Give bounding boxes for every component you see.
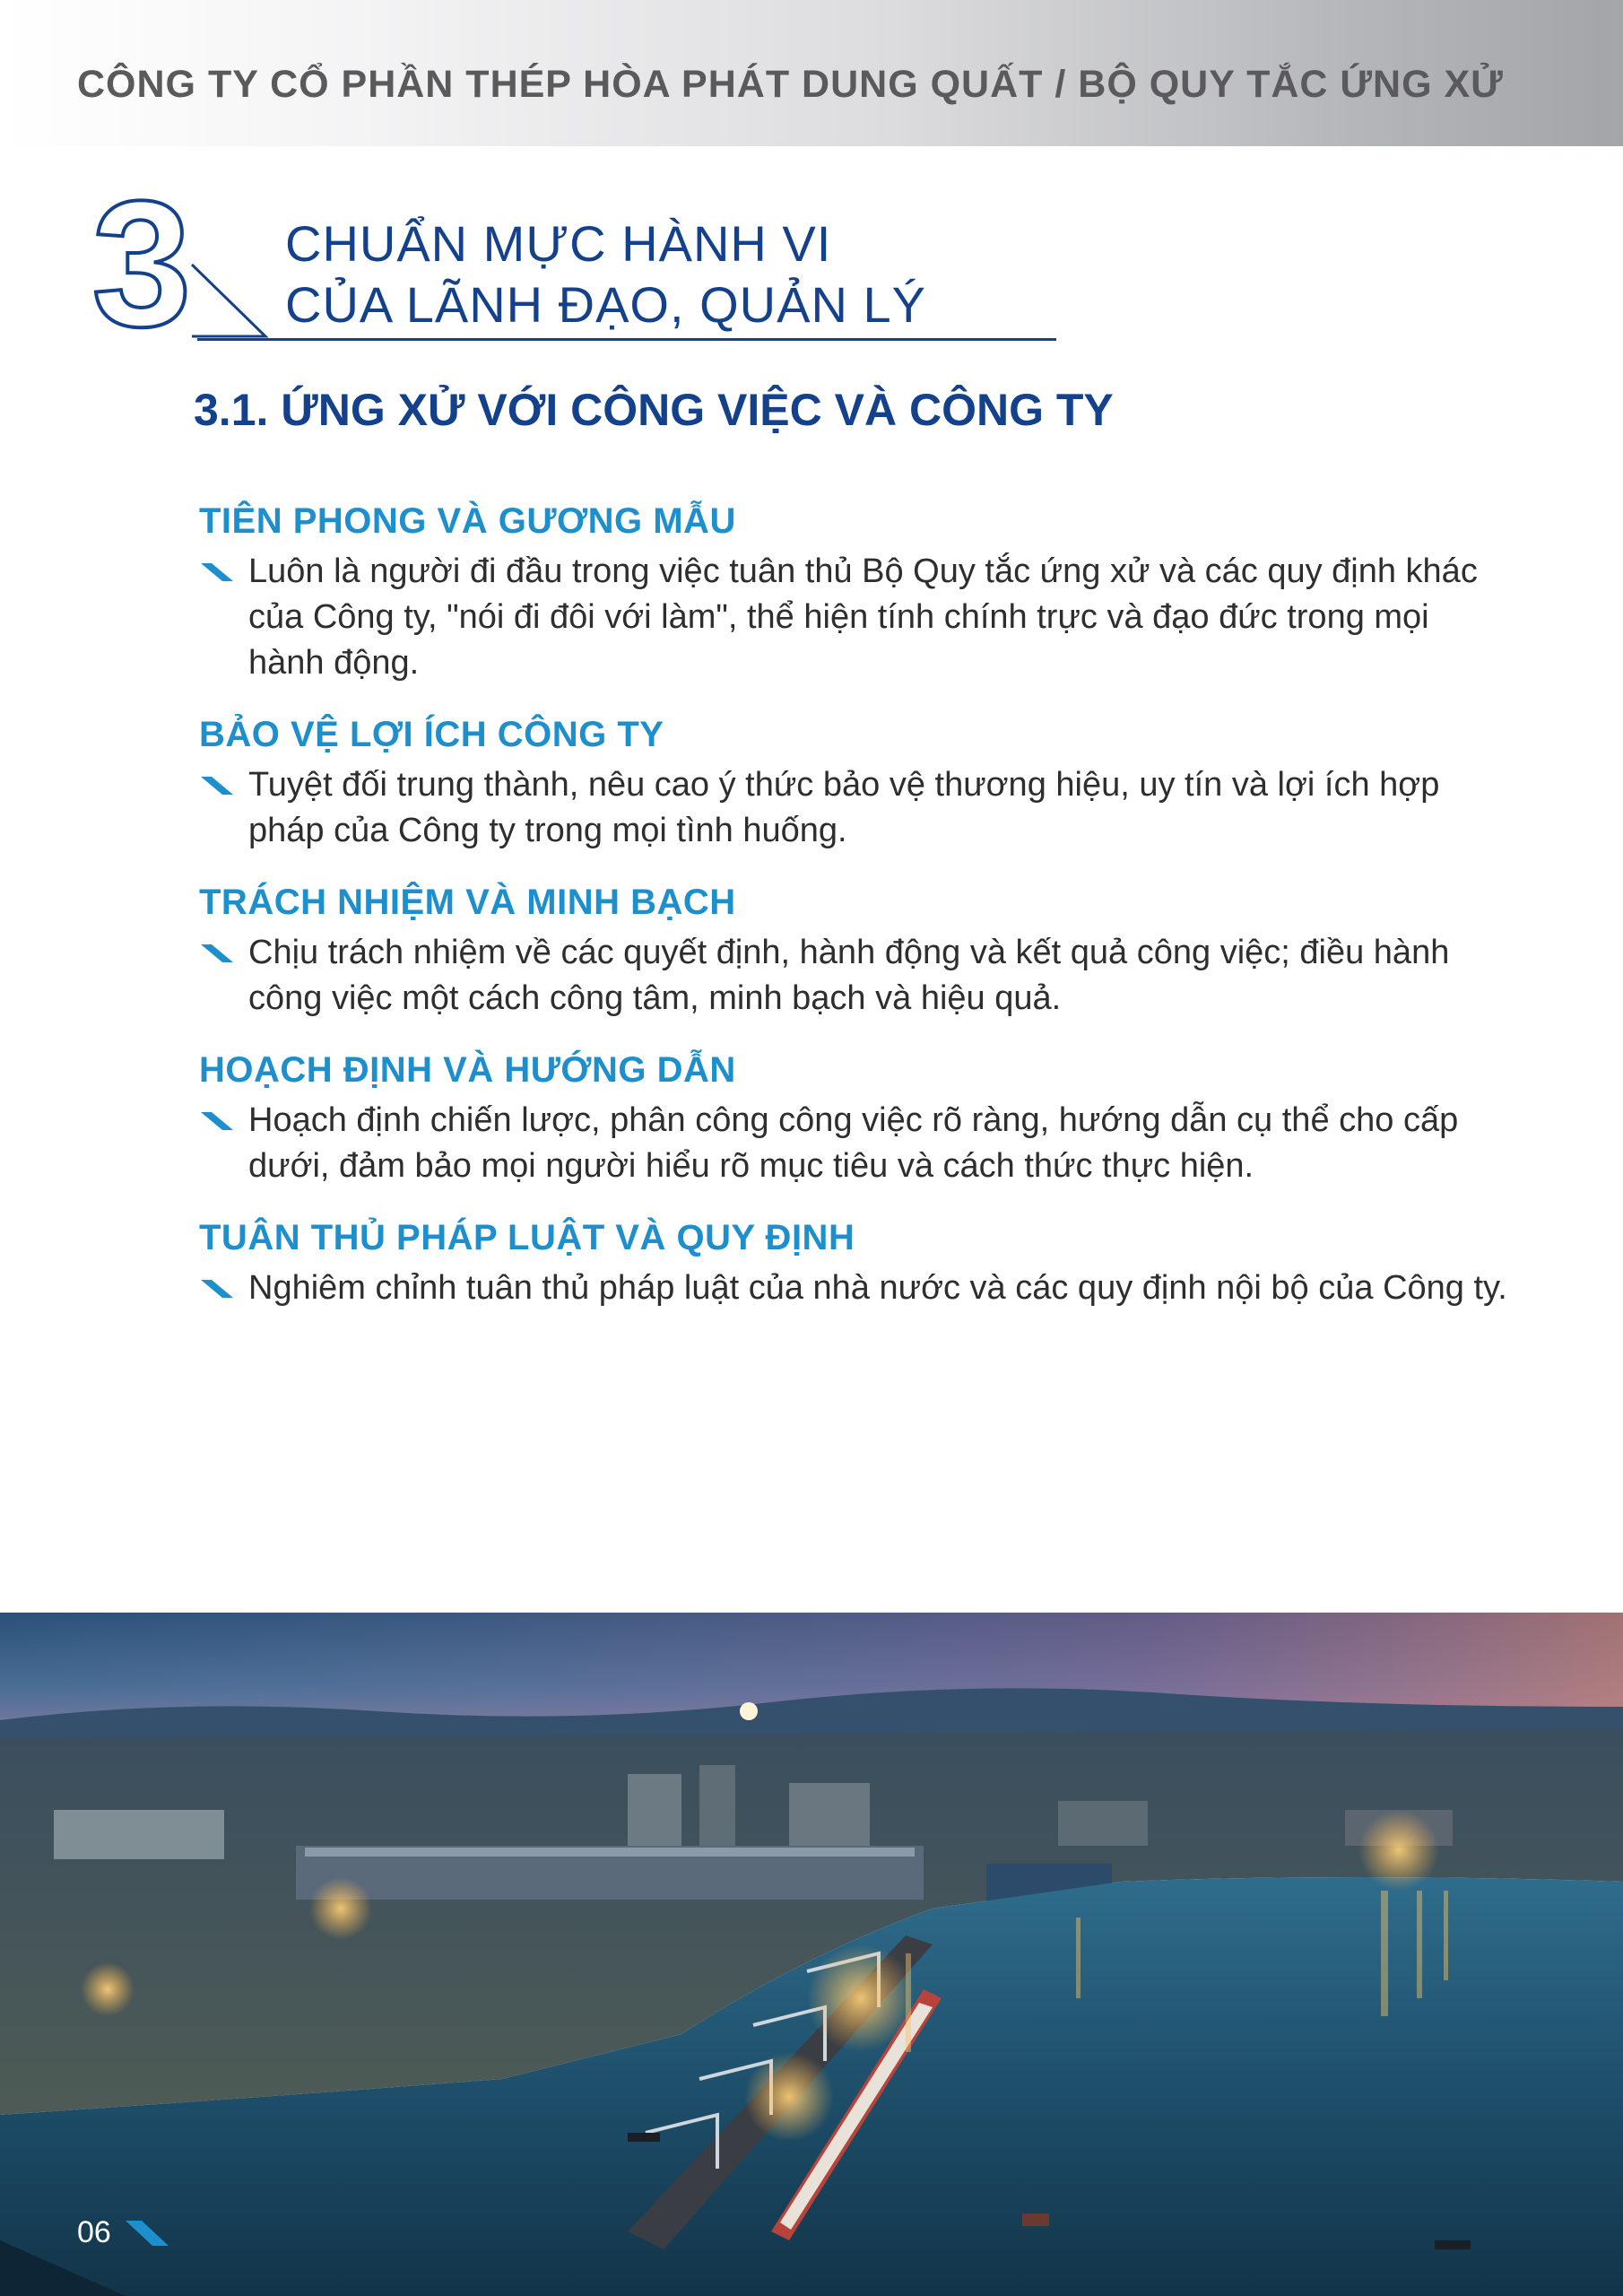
- section-title-line1: CHUẨN MỰC HÀNH VI: [285, 215, 832, 272]
- item-body: [199, 930, 1508, 1022]
- section-divider: [197, 338, 1056, 341]
- item-heading: TUÂN THỦ PHÁP LUẬT VÀ QUY ĐỊNH: [199, 1218, 855, 1257]
- item-body: [199, 1098, 1508, 1189]
- item-body: [199, 549, 1508, 686]
- bullet-arrow-icon: [199, 561, 235, 583]
- bullet-arrow-icon: [199, 943, 235, 964]
- list-item: [199, 1046, 1508, 1189]
- item-heading: HOẠCH ĐỊNH VÀ HƯỚNG DẪN: [199, 1050, 736, 1090]
- list-item: [199, 1213, 1508, 1311]
- conduct-list: [199, 497, 1508, 1335]
- list-item: [199, 710, 1508, 854]
- section-number: 3: [91, 164, 192, 364]
- bullet-arrow-icon: [199, 1278, 235, 1300]
- port-illustration: [0, 1613, 1623, 2296]
- port-photo: [0, 1613, 1623, 2296]
- item-heading: BẢO VỆ LỢI ÍCH CÔNG TY: [199, 715, 664, 754]
- item-text: Hoạch định chiến lược, phân công công việc rõ ràng, hướng dẫn cụ thể cho cấp dưới, đảm bảo mọi người hiểu rõ mục tiêu và cách thức thực hiện.: [248, 1101, 1459, 1185]
- item-text: Nghiêm chỉnh tuân thủ pháp luật của nhà nước và các quy định nội bộ của Công ty.: [248, 1269, 1507, 1307]
- page-header: [0, 0, 1623, 146]
- subsection-title: 3.1. ỨNG XỬ VỚI CÔNG VIỆC VÀ CÔNG TY: [194, 385, 1114, 435]
- header-title: CÔNG TY CỔ PHẦN THÉP HÒA PHÁT DUNG QUẤT / BỘ QUY TẮC ỨNG XỬ: [77, 63, 1504, 106]
- page-number: 06: [77, 2215, 111, 2249]
- list-item: [199, 878, 1508, 1022]
- section-slash-icon: [179, 256, 287, 345]
- item-body: [199, 1265, 1508, 1311]
- item-heading: TRÁCH NHIỆM VÀ MINH BẠCH: [199, 883, 736, 922]
- item-body: [199, 762, 1508, 854]
- item-heading: TIÊN PHONG VÀ GƯƠNG MẪU: [199, 501, 736, 541]
- bullet-arrow-icon: [199, 1110, 235, 1132]
- list-item: [199, 497, 1508, 686]
- item-text: Tuyệt đối trung thành, nêu cao ý thức bảo vệ thương hiệu, uy tín và lợi ích hợp pháp của Công ty trong mọi tình huống.: [248, 766, 1440, 849]
- item-text: Luôn là người đi đầu trong việc tuân thủ Bộ Quy tắc ứng xử và các quy định khác của Công ty, "nói đi đôi với làm", thể hiện tính chính trực và đạo đức trong mọi hành động.: [248, 552, 1478, 682]
- page-number-arrow-icon: [124, 2219, 170, 2248]
- section-title-line2: CỦA LÃNH ĐẠO, QUẢN LÝ: [285, 276, 926, 333]
- bullet-arrow-icon: [199, 775, 235, 796]
- section-title: [285, 213, 1092, 335]
- item-text: Chịu trách nhiệm về các quyết định, hành động và kết quả công việc; điều hành công việc một cách công tâm, minh bạch và hiệu quả.: [248, 934, 1450, 1017]
